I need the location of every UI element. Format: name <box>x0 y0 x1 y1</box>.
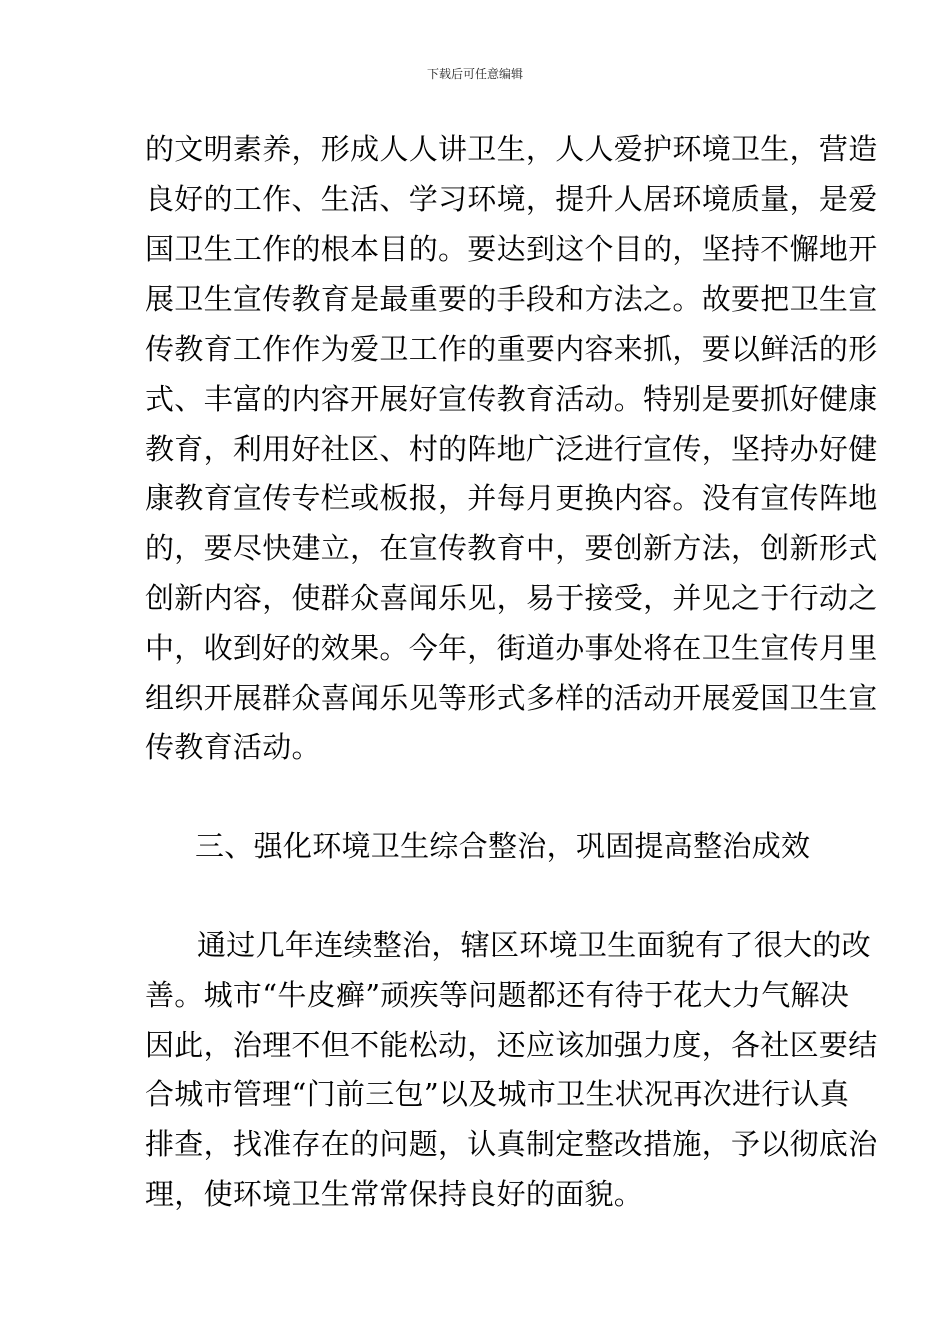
section-heading: 三、强化环境卫生综合整治，巩固提高整治成效 <box>195 829 811 863</box>
paragraph-line: 教育，利用好社区、村的阵地广泛进行宣传，坚持办好健 <box>145 432 878 466</box>
paragraph-line: 传教育工作作为爱卫工作的重要内容来抓，要以鲜活的形 <box>145 332 878 366</box>
page-header: 下载后可任意编辑 <box>426 67 523 81</box>
paragraph-line: 式、丰富的内容开展好宣传教育活动。特别是要抓好健康 <box>145 382 878 416</box>
paragraph-line: 良好的工作、生活、学习环境，提升人居环境质量，是爱 <box>145 182 878 216</box>
paragraph-line: 善。城市“牛皮癣”顽疾等问题都还有待于花大力气解决 <box>145 978 850 1012</box>
paragraph-line: 通过几年连续整治，辖区环境卫生面貌有了很大的改 <box>197 928 871 962</box>
paragraph-line: 理，使环境卫生常常保持良好的面貌。 <box>145 1177 644 1211</box>
paragraph-line: 的文明素养，形成人人讲卫生，人人爱护环境卫生，营造 <box>145 132 878 166</box>
paragraph-line: 因此，治理不但不能松动，还应该加强力度，各社区要结 <box>145 1028 878 1062</box>
paragraph-line: 展卫生宣传教育是最重要的手段和方法之。故要把卫生宣 <box>145 282 878 316</box>
paragraph-line: 康教育宣传专栏或板报，并每月更换内容。没有宣传阵地 <box>145 481 878 515</box>
paragraph-line: 组织开展群众喜闻乐见等形式多样的活动开展爱国卫生宣 <box>145 681 878 715</box>
paragraph-line: 创新内容，使群众喜闻乐见，易于接受，并见之于行动之 <box>145 581 878 615</box>
paragraph-line: 中，收到好的效果。今年，街道办事处将在卫生宣传月里 <box>145 631 878 665</box>
paragraph-line: 合城市管理“门前三包”以及城市卫生状况再次进行认真 <box>145 1077 850 1111</box>
paragraph-line: 国卫生工作的根本目的。要达到这个目的，坚持不懈地开 <box>145 232 878 266</box>
paragraph-line: 的，要尽快建立，在宣传教育中，要创新方法，创新形式 <box>145 531 878 565</box>
paragraph-line: 传教育活动。 <box>145 730 321 764</box>
paragraph-line: 排查，找准存在的问题，认真制定整改措施，予以彻底治 <box>145 1127 878 1161</box>
